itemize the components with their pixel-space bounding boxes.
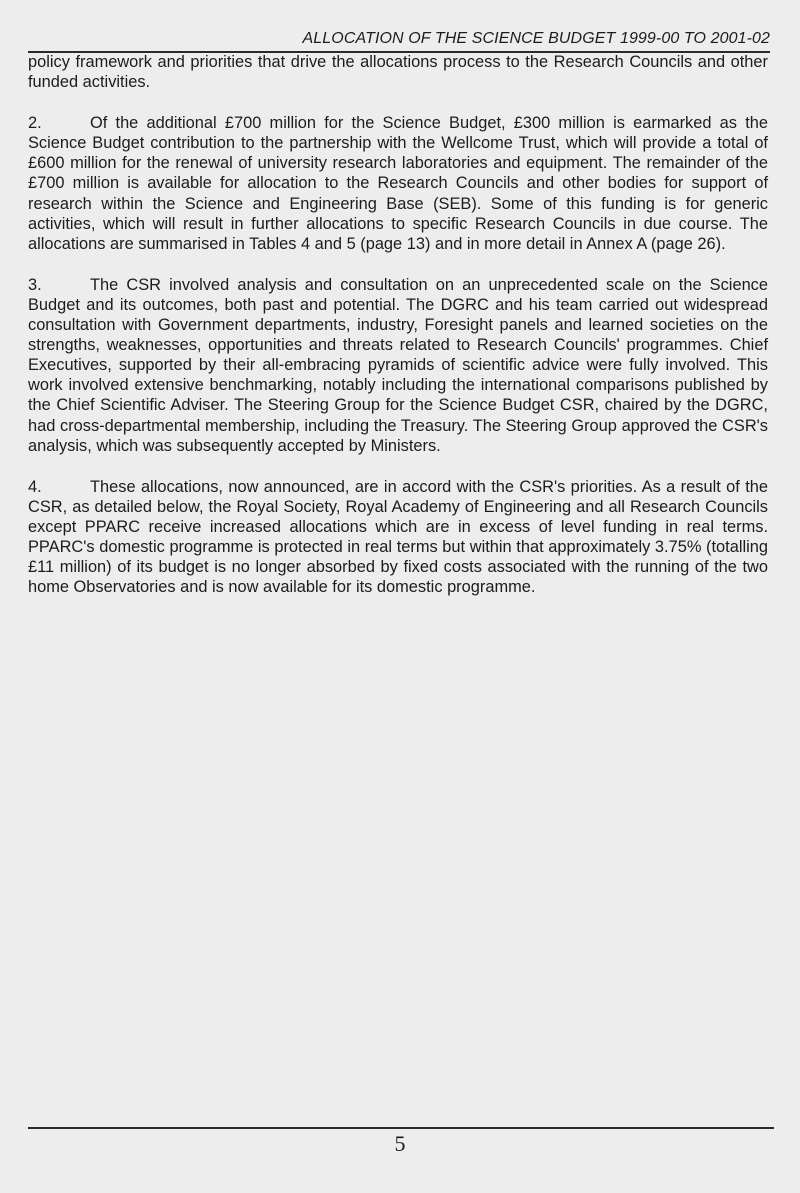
- paragraph-3: [28, 275, 768, 456]
- body-text: [28, 52, 768, 618]
- paragraph-4: [28, 477, 768, 598]
- paragraph-text: These allocations, now announced, are in accord with the CSR's priorities. As a result of the CSR, as detailed below, the Royal Society, Royal Academy of Engineering and all Research Councils except PPARC receive increased allocations which are in excess of level funding in real terms. PPARC's domestic programme is protected in real terms but within that approximately 3.75% (totalling £11 million) of its budget is no longer absorbed by fixed costs associated with the running of the two home Observatories and is now available for its domestic programme.: [28, 477, 768, 597]
- page-number: 5: [394, 1131, 406, 1156]
- paragraph-2: [28, 113, 768, 254]
- paragraph-continuation: [28, 52, 768, 92]
- paragraph-number: 4.: [28, 477, 42, 496]
- paragraph-text: The CSR involved analysis and consultation on an unprecedented scale on the Science Budget and its outcomes, both past and potential. The DGRC and his team carried out widespread consultation with Government departments, industry, Foresight panels and learned societies on the strengths, weaknesses, opportunities and threats related to Research Councils' programmes. Chief Executives, supported by their all-embracing pyramids of scientific advice were fully involved. This work involved extensive benchmarking, notably including the international comparisons published by the Chief Scientific Adviser. The Steering Group for the Science Budget CSR, chaired by the DGRC, had cross-departmental membership, including the Treasury. The Steering Group approved the CSR's analysis, which was subsequently accepted by Ministers.: [28, 275, 768, 455]
- paragraph-text: Of the additional £700 million for the Science Budget, £300 million is earmarked as the Science Budget contribution to the partnership with the Wellcome Trust, which will provide a total of £600 million for the renewal of university research laboratories and equipment. The remainder of the £700 million is available for allocation to the Research Councils and other bodies for support of research within the Science and Engineering Base (SEB). Some of this funding is for generic activities, which will result in further allocations to specific Research Councils in due course. The allocations are summarised in Tables 4 and 5 (page 13) and in more detail in Annex A (page 26).: [28, 114, 768, 253]
- paragraph-number: 2.: [28, 114, 42, 133]
- footer-rule: [28, 1127, 774, 1129]
- paragraph-number: 3.: [28, 275, 42, 294]
- paragraph-text: policy framework and priorities that drive the allocations process to the Research Councils and other funded activities.: [28, 53, 768, 92]
- running-header: ALLOCATION OF THE SCIENCE BUDGET 1999-00 TO 2001-02: [302, 30, 770, 47]
